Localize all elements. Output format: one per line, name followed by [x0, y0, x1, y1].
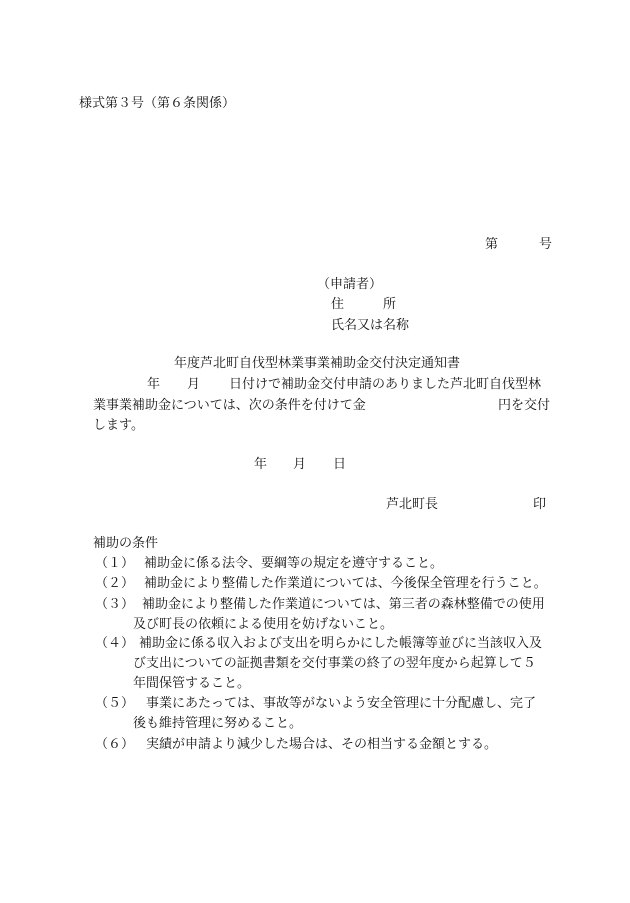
issuer-name: 芦北町長 [386, 497, 439, 512]
condition-number: （５） [95, 696, 135, 711]
date-month: 月 [293, 457, 307, 472]
condition-text-continued: 及び町長の依頼による使用を妨げないこと。 [133, 617, 394, 632]
body-line2-left: 業事業補助金については、次の条件を付けて金 [93, 398, 366, 413]
applicant-name-label: 氏名又は名称 [331, 318, 410, 333]
condition-text-continued: 年間保管すること。 [133, 676, 251, 691]
body-line3: します。 [93, 418, 144, 433]
condition-text: 補助金により整備した作業道については、今後保全管理を行うこと。 [144, 576, 547, 591]
condition-text-continued: び支出についての証拠書類を交付事業の終了の翌年度から起算して５ [133, 656, 536, 671]
condition-number: （３） [95, 597, 135, 612]
condition-text: 事業にあたっては、事故等がないよう安全管理に十分配慮し、完了 [146, 696, 537, 711]
doc-number-dai: 第 [485, 237, 499, 252]
body-month: 月 [187, 377, 201, 392]
applicant-address-label: 住 所 [331, 297, 397, 312]
applicant-heading: （申請者） [317, 277, 383, 292]
body-line2-right: 円を交付 [498, 398, 551, 413]
condition-text-continued: 後も維持管理に努めること。 [133, 716, 303, 731]
document-title: 年度芦北町自伐型林業事業補助金交付決定通知書 [174, 356, 461, 371]
issuer-seal: 印 [533, 497, 547, 512]
condition-number: （１） [95, 556, 135, 571]
doc-number-go: 号 [539, 237, 553, 252]
condition-text: 補助金により整備した作業道については、第三者の森林整備での使用 [142, 597, 545, 612]
condition-text: 補助金に係る法令、要綱等の規定を遵守すること。 [144, 556, 444, 571]
condition-text: 補助金に係る収入および支出を明らかにした帳簿等並びに当該収入及 [139, 636, 543, 651]
date-year: 年 [254, 457, 268, 472]
condition-number: （４） [95, 636, 135, 651]
date-day: 日 [333, 457, 347, 472]
body-line1-rest: 日付けで補助金交付申請のありました芦北町自伐型林 [229, 377, 542, 392]
form-label: 様式第３号（第６条関係） [79, 96, 236, 111]
conditions-heading: 補助の条件 [93, 536, 159, 551]
condition-number: （２） [95, 576, 135, 591]
body-year: 年 [147, 377, 161, 392]
condition-text: 実績が申請より減少した場合は、その相当する金額とする。 [146, 737, 498, 752]
condition-number: （６） [95, 737, 135, 752]
